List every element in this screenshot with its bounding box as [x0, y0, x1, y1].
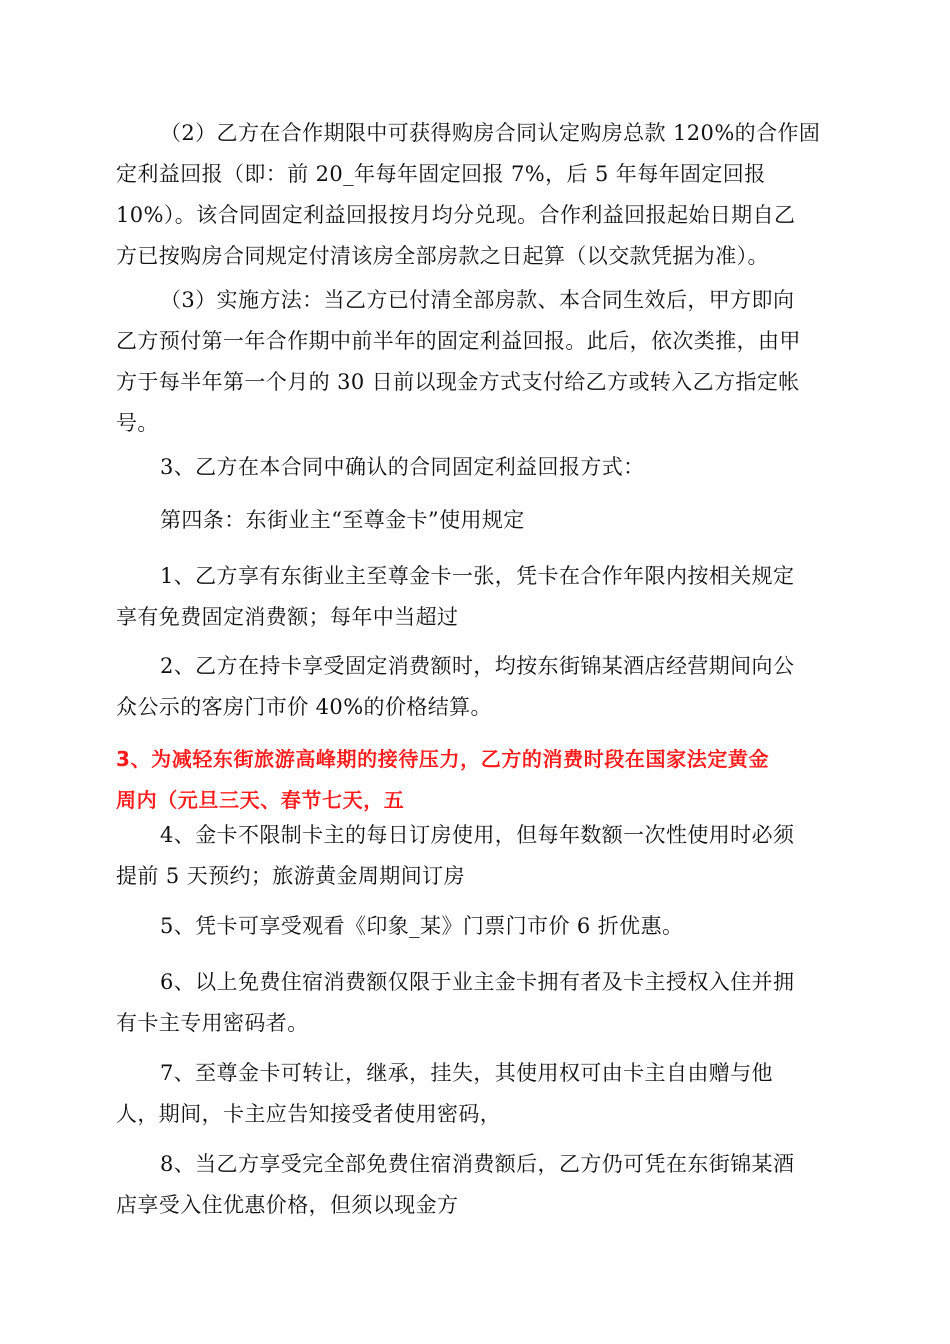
paragraph-gold-card-rule-6 — [116, 962, 836, 1044]
text-line: 1、乙方享有东街业主至尊金卡一张，凭卡在合作年限内按相关规定 — [160, 564, 795, 588]
text-line: 6、以上免费住宿消费额仅限于业主金卡拥有者及卡主授权入住并拥 — [160, 970, 795, 994]
text-line: 人，期间，卡主应告知接受者使用密码， — [116, 1102, 502, 1126]
text-line: 方已按购房合同规定付清该房全部房款之日起算（以交款凭据为准）。 — [116, 244, 769, 268]
text-line: 乙方预付第一年合作期中前半年的固定利益回报。此后，依次类推，由甲 — [116, 329, 801, 353]
text-line: （2）乙方在合作期限中可获得购房合同认定购房总款 120%的合作固 — [160, 121, 821, 145]
paragraph-gold-card-rule-2 — [116, 646, 836, 728]
text-line: 3、乙方在本合同中确认的合同固定利益回报方式： — [160, 455, 645, 479]
text-line: 方于每半年第一个月的 30 日前以现金方式支付给乙方或转入乙方指定帐 — [116, 370, 800, 394]
paragraph-gold-card-rule-5 — [116, 906, 836, 947]
text-line: 号。 — [116, 411, 159, 435]
text-line: 10%）。该合同固定利益回报按月均分兑现。合作利益回报起始日期自乙 — [116, 203, 796, 227]
paragraph-implementation-method — [116, 280, 836, 444]
text-line: 7、至尊金卡可转让，继承，挂失，其使用权可由卡主自由赠与他 — [160, 1061, 773, 1085]
text-line: 有卡主专用密码者。 — [116, 1011, 309, 1035]
text-line: 众公示的客房门市价 40%的价格结算。 — [116, 695, 492, 719]
text-line: （3）实施方法：当乙方已付清全部房款、本合同生效后，甲方即向 — [160, 288, 795, 312]
paragraph-gold-card-rule-3-highlight — [116, 739, 836, 821]
paragraph-return-method — [116, 447, 836, 488]
text-line: 5、凭卡可享受观看《印象_某》门票门市价 6 折优惠。 — [160, 914, 684, 938]
paragraph-gold-card-rule-4 — [116, 815, 836, 897]
text-line: 2、乙方在持卡享受固定消费额时，均按东街锦某酒店经营期间向公 — [160, 654, 795, 678]
text-line: 店享受入住优惠价格，但须以现金方 — [116, 1193, 459, 1217]
text-line: 8、当乙方享受完全部免费住宿消费额后，乙方仍可凭在东街锦某酒 — [160, 1152, 795, 1176]
text-line: 周内（元旦三天、春节七天，五 — [116, 788, 405, 812]
text-line: 4、金卡不限制卡主的每日订房使用，但每年数额一次性使用时必须 — [160, 823, 795, 847]
text-line: 享有免费固定消费额；每年中当超过 — [116, 605, 459, 629]
text-line: 3、为减轻东街旅游高峰期的接待压力，乙方的消费时段在国家法定黄金 — [116, 747, 770, 771]
paragraph-gold-card-rule-7 — [116, 1053, 836, 1135]
text-line: 提前 5 天预约；旅游黄金周期间订房 — [116, 864, 465, 888]
paragraph-return-120-percent — [116, 113, 836, 277]
paragraph-gold-card-rule-1 — [116, 556, 836, 638]
text-line: 定利益回报（即：前 20_年每年固定回报 7%，后 5 年每年固定回报 — [116, 162, 766, 186]
paragraph-gold-card-rule-8 — [116, 1144, 836, 1226]
text-line: 第四条：东街业主“至尊金卡”使用规定 — [160, 508, 525, 532]
article-four-heading — [116, 500, 836, 541]
